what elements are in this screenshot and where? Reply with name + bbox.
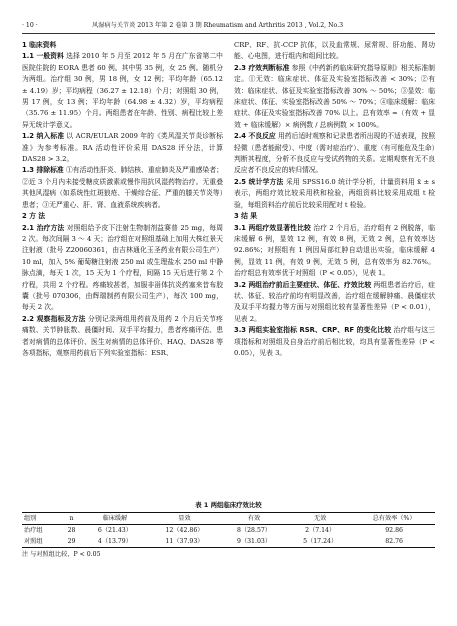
left-column xyxy=(22,40,223,496)
paragraph xyxy=(234,280,435,326)
table-row xyxy=(22,525,435,537)
efficacy-table xyxy=(22,512,435,548)
paragraph xyxy=(234,223,435,280)
table-caption: 表 1 两组临床疗效比较 xyxy=(195,501,262,509)
section-heading: 1 临床资料 xyxy=(22,41,57,49)
table-cell: 2（7.14） xyxy=(305,527,336,534)
journal-title: 风湿病与关节炎 2013 年第 2 卷第 3 期 Rheumatism and Arthritis 2013 , Vol.2, No.3 xyxy=(92,22,344,29)
paragraph-text: 两组患者治疗后，症状、体征、较治疗前均有明显改善，治疗组在缓解肿痛、晨僵症状及双手平均握力等方面与对照组比较有显著性差异（P < 0.01），见表 2。 xyxy=(234,280,435,323)
paragraph-text: 治疗组与这三项指标和对照组及自身治疗前后相比较，均具有显著性差异（P < 0.05），见表 3。 xyxy=(234,326,435,357)
paragraph-text: 治疗 2 个月后，治疗组有 2 例脱落，临床缓解 6 例，显效 12 例，有效 8 例，无效 2 例，总有效率达 92.86%；对照组有 1 例因局部红肿自动退出实验，临床缓解 4 例，显效 11 例，有效 9 例，无效 5 例，总有效率为 82.76%。治疗组总有效率优于对照组（P < 0.05），见表 1。 xyxy=(234,223,435,278)
table-header-cell: 组别 xyxy=(22,513,61,525)
subsection-lead: 1.2 纳入标准 xyxy=(22,132,65,141)
table-cell: 29 xyxy=(61,536,82,548)
table-header-cell: 显效 xyxy=(148,513,221,525)
table-cell: 9（31.03） xyxy=(221,536,287,548)
table-cell: 8（28.57） xyxy=(237,527,272,534)
journal-page xyxy=(22,20,435,616)
table-cell: 4（13.79） xyxy=(82,536,148,548)
table-cell: 82.76 xyxy=(353,536,435,548)
paragraph xyxy=(234,40,435,63)
table-cell: 12（42.86） xyxy=(165,527,204,534)
subsection-lead: 2.2 观察指标及方法 xyxy=(22,314,86,323)
paragraph xyxy=(22,165,223,211)
subsection-lead: 1.3 排除标准 xyxy=(22,166,64,175)
running-header xyxy=(22,20,435,34)
table-header-cell: n xyxy=(61,513,82,525)
subsection-lead: 2.3 疗效判断标准 xyxy=(234,63,290,72)
paragraph xyxy=(234,131,435,177)
paragraph xyxy=(234,177,435,211)
paragraph-text: 用药后适时观察和记录患者所出现的不适表现，按照轻微（患者能耐受）、中度（需对症治疗）、重度（有可能危及生命）判断其程度，分析不良反应与受试药物的关系。定期观察有无不良反应者不良反应的转归情况。 xyxy=(234,132,435,175)
table-header-cell: 无效 xyxy=(287,513,353,525)
subsection-lead: 2.4 不良反应 xyxy=(234,132,276,141)
section-heading: 2 方 法 xyxy=(22,212,46,221)
paragraph-text: 参照《中药新药临床研究指导原则》相关标准制定。①无效：临床症状、体征及实验室指标改善 < 30%；②有效：临床症状、体征及实验室指标改善 30% ～ 50%；③显效：临床症状、体征、实验室指标改善 50% ～ 70%；④临床缓解：临床症状、体征及实验室指标改善 70% 以上。总有效率 =（有效 + 显效 + 临床缓解）× 病例数 / 总病例数 × 100%。 xyxy=(234,63,435,129)
paragraph xyxy=(234,325,435,359)
body-columns xyxy=(22,40,435,496)
subsection-lead: 2.5 统计学方法 xyxy=(234,177,284,186)
paragraph-text: ①有活动性肝炎、肺结核、重症肺炎及严重感染者；②近 3 个月内未接受糖皮质激素或慢作用抗风湿药物治疗。无重叠其他风湿病（如系统性红斑狼疮、干燥综合征、严重的膝关节炎等）患者；③无严重心、肝、肾、血液系统疾病者。 xyxy=(22,166,223,209)
table-row xyxy=(22,536,435,548)
table-cell: 92.86 xyxy=(385,527,403,534)
subsection-lead: 1.1 一般资料 xyxy=(22,52,64,61)
table-header-cell: 临床缓解 xyxy=(82,513,148,525)
table-body xyxy=(22,525,435,548)
paragraph-text: CRP、RF、抗-CCP 抗体，以及血常规、尿常规、肝功能、肾功能、心电图，进行组内和组间比较。 xyxy=(234,41,435,61)
table-cell: 11（37.93） xyxy=(148,536,221,548)
table-cell: 治疗组 xyxy=(24,527,43,534)
table-header-cell: 总有效率（%） xyxy=(353,513,435,525)
subsection-lead: 3.2 两组治疗前后主要症状、体征、疗效比较 xyxy=(234,280,372,289)
paragraph xyxy=(22,223,223,314)
subsection-lead: 3.3 两组实验室指标 RSR、CRP、RF 的变化比较 xyxy=(234,326,392,335)
table-cell: 28 xyxy=(67,527,76,534)
section-heading: 3 结 果 xyxy=(234,212,258,221)
table-cell: 对照组 xyxy=(22,536,61,548)
paragraph xyxy=(22,314,223,360)
paragraph xyxy=(234,63,435,131)
subsection-lead: 3.1 两组疗效显著性比较 xyxy=(234,223,311,232)
paragraph-text: 采用 SPSS16.0 统计学分析，计量资料用 x̄ ± s 表示，两组疗效比较采用秩和检验，两组资料比较采用成组 t 检验，每组资料治疗前后比较采用配对 t 检验。 xyxy=(234,177,435,209)
table-cell: 5（17.24） xyxy=(287,536,353,548)
table-header-row xyxy=(22,513,435,525)
paragraph-text: 选择 2010 年 5 月至 2012 年 5 月在广东省第二中医院住院的 EORA 患者 60 例。其中男 35 例，女 25 例。随机分为两组。治疗组 30 例，男 18 例，女 12 例；平均年龄（65.12 ± 4.19）岁；平均病程（36.27 ± 12.18）个月；对照组 30 例，男 17 例，女 13 例；平均年龄（64.98 ± 4.32）岁，平均病程（35.76 ± 11.95）个月。两组患者在年龄、性别、病程比较上差异无统计学意义。 xyxy=(22,52,223,129)
right-column xyxy=(234,40,435,496)
table-cell: 6（21.43） xyxy=(97,527,132,534)
paragraph xyxy=(22,131,223,165)
paragraph-text: 分别记录两组用药前及用药 2 个月后关节疼痛数、关节肿胀数、晨僵时间、双手平均握力，患者疼痛评估、患者对病情的总体评价、医生对病情的总体评价、HAQ、DAS28 等各项指标，观察用药前后下列实验室指标：ESR、 xyxy=(22,314,223,357)
paragraph-text: 以 ACR/EULAR 2009 年的《类风湿关节炎诊断标准》为参考标准。RA 活动性评价采用 DAS28 评分法，计算 DAS28 > 3.2。 xyxy=(22,132,223,164)
table-1 xyxy=(22,500,435,560)
paragraph-text: 对照组给予皮下注射生物制剂益赛普 25 mg，每周 2 次。每次间隔 3 ～ 4 天；治疗组在对照组基础上加用大株红景天注射液（批号 Z20060361，由吉林通化玉圣药业有限公司生产）10 ml，加入 5% 葡萄糖注射液 250 ml 或生理盐水 250 ml 中静脉点滴，每天 1 次，15 天为 1 个疗程，间隔 15 天后进行第 2 个疗程，共用 2 个疗程。疼痛较甚者，加服非甾体抗炎药塞来昔布胶囊（批号 070306，由辉瑞制药有限公司生产），每次 100 mg，每天 2 次。 xyxy=(22,223,223,312)
subsection-lead: 2.1 治疗方法 xyxy=(22,223,65,232)
table-header-cell: 有效 xyxy=(221,513,287,525)
page-number: · 10 · xyxy=(22,22,38,29)
table-note: 注 与对照组比较，P < 0.05 xyxy=(22,551,101,558)
paragraph xyxy=(22,51,223,131)
